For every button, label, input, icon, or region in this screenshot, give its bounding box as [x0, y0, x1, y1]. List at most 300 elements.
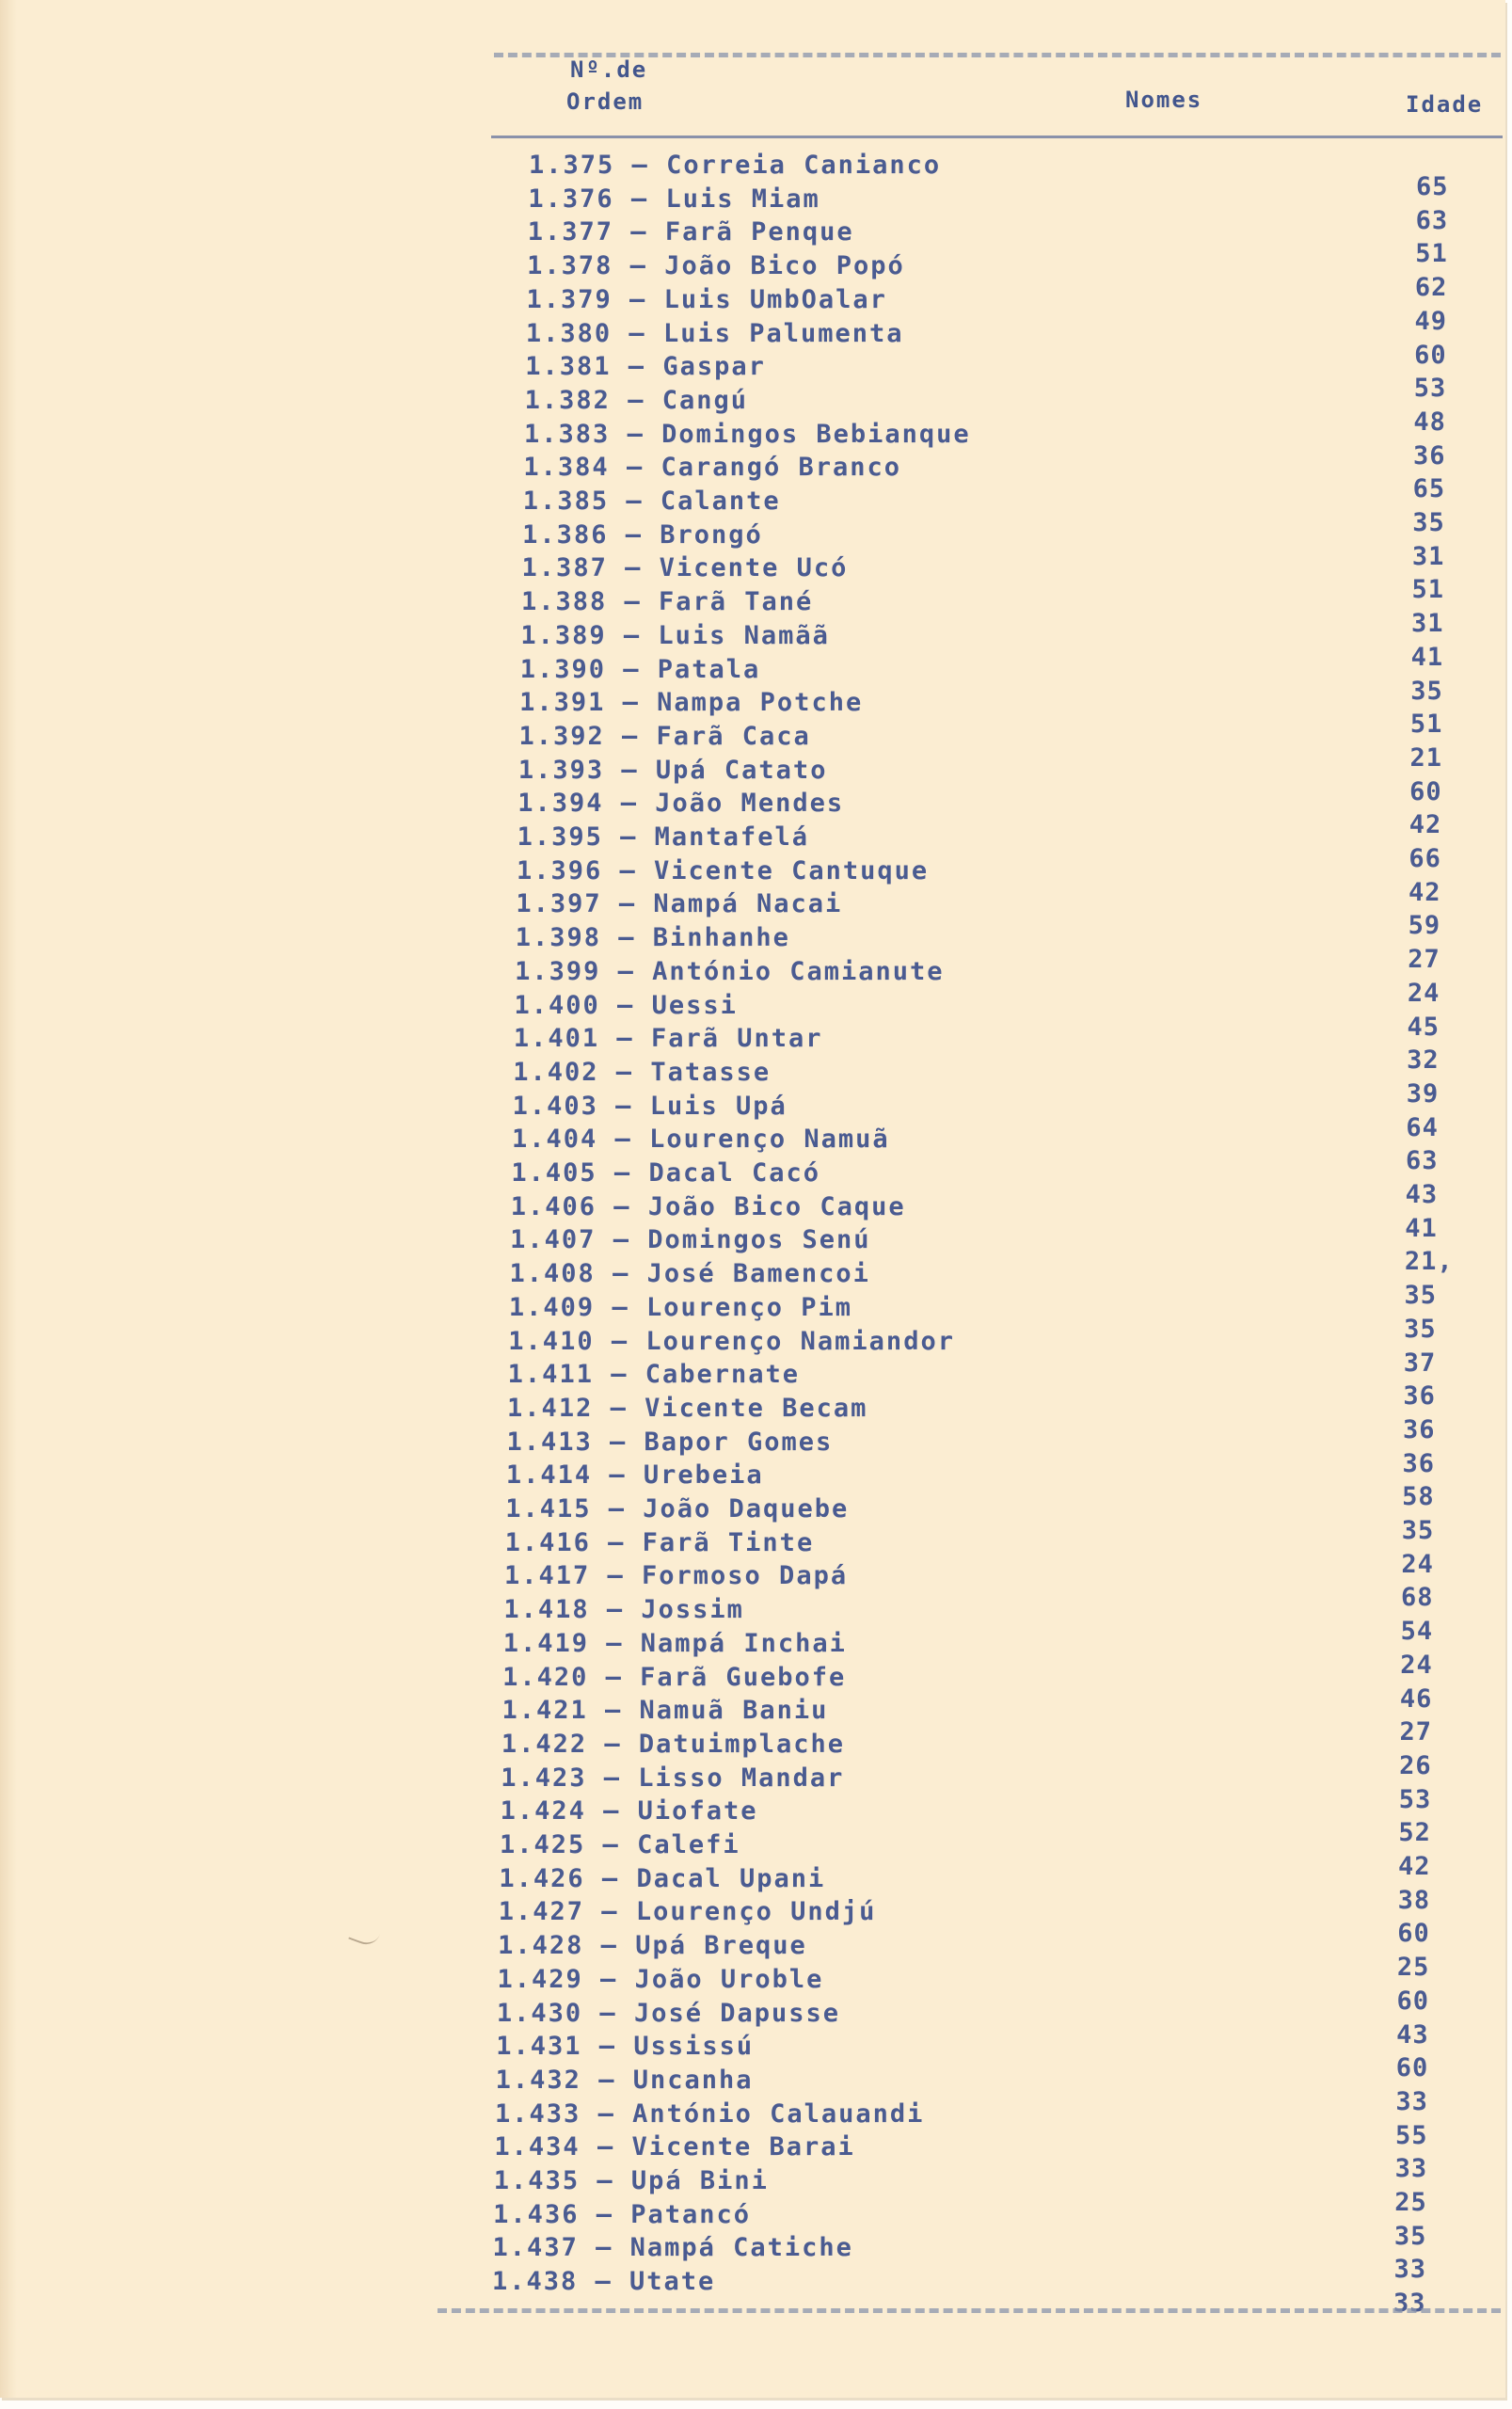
age-value: 33 [1394, 2154, 1428, 2184]
dash-separator: – [594, 1326, 646, 1356]
person-name: Ussissú [633, 2032, 755, 2062]
age-value: 35 [1410, 676, 1443, 706]
age-value: 27 [1399, 1717, 1433, 1747]
person-name: José Bamencoi [646, 1259, 870, 1289]
dash-separator: – [612, 318, 663, 348]
age-value: 21, [1404, 1247, 1454, 1277]
age-value: 33 [1395, 2086, 1428, 2116]
list-item [502, 1663, 846, 1695]
order-number: 1.376 [528, 183, 614, 214]
person-name: Namuã Baniu [639, 1696, 829, 1726]
age-value: 35 [1404, 1281, 1437, 1311]
order-number-label-1: Nº.de [570, 56, 648, 83]
person-name: José Dapusse [633, 1998, 841, 2028]
person-name: Uessi [651, 990, 738, 1020]
person-name: João Bico Popó [664, 251, 905, 281]
age-value: 41 [1405, 1213, 1438, 1243]
age-value: 38 [1397, 1885, 1431, 1915]
order-number: 1.430 [496, 1998, 583, 2028]
age-value: 54 [1400, 1617, 1434, 1647]
list-item [503, 1595, 744, 1627]
list-item [506, 1460, 764, 1492]
person-name: Carangó Branco [661, 453, 902, 483]
person-name: Patancó [630, 2199, 752, 2229]
dash-separator: – [581, 2032, 634, 2062]
order-number: 1.413 [506, 1427, 593, 1457]
order-number: 1.380 [525, 318, 613, 348]
order-number: 1.391 [519, 688, 606, 718]
dash-separator: – [610, 385, 662, 415]
list-item [494, 2166, 769, 2198]
age-value: 65 [1412, 474, 1446, 504]
dash-separator: – [581, 2065, 633, 2095]
person-name: Nampá Inchai [640, 1628, 847, 1658]
list-item [500, 1830, 740, 1862]
order-number: 1.404 [512, 1125, 598, 1155]
age-value: 48 [1413, 407, 1446, 437]
dash-separator: – [587, 1696, 640, 1726]
dash-separator: – [591, 1494, 644, 1524]
age-value: 35 [1404, 1314, 1437, 1344]
order-number: 1.402 [513, 1057, 599, 1087]
dash-separator: – [590, 1527, 643, 1557]
list-item [501, 1696, 828, 1728]
age-value: 60 [1395, 2053, 1429, 2083]
person-name: Farã Tinte [642, 1527, 815, 1557]
age-value: 42 [1409, 810, 1442, 840]
list-item [499, 1897, 877, 1929]
dash-separator: – [601, 889, 654, 919]
list-item [510, 1225, 870, 1257]
age-value: 60 [1409, 776, 1442, 806]
names-column-label: Nomes [1125, 87, 1203, 113]
age-value: 37 [1403, 1348, 1437, 1378]
order-number: 1.383 [524, 419, 611, 449]
person-name: Lourenço Namiandor [645, 1326, 955, 1356]
order-number: 1.406 [510, 1191, 597, 1221]
person-name: Farã Caca [656, 721, 811, 751]
list-item [515, 991, 738, 1023]
age-value: 25 [1396, 1953, 1430, 1983]
age-value: 66 [1409, 844, 1441, 873]
dash-separator: – [605, 654, 658, 684]
person-name: Luis Miam [665, 183, 820, 214]
list-item [513, 1092, 788, 1124]
person-name: António Camianute [652, 956, 945, 986]
age-value: 63 [1415, 205, 1449, 235]
dash-separator: – [611, 352, 663, 382]
person-name: Nampa Potche [657, 688, 864, 718]
order-number: 1.394 [517, 789, 604, 819]
age-value: 51 [1415, 239, 1448, 269]
age-value: 46 [1399, 1683, 1433, 1714]
dash-separator: – [597, 1191, 648, 1221]
age-value: 31 [1411, 609, 1444, 639]
age-value: 45 [1407, 1012, 1440, 1042]
list-item [493, 2200, 751, 2232]
person-name: Calefi [637, 1830, 740, 1859]
dash-separator: – [596, 1225, 648, 1255]
dash-separator: – [595, 1259, 647, 1289]
dash-separator: – [598, 1057, 651, 1087]
order-number: 1.419 [502, 1628, 589, 1658]
list-item [514, 1024, 823, 1056]
dash-separator: – [587, 1729, 639, 1759]
age-value: 53 [1413, 374, 1447, 404]
age-value: 36 [1403, 1381, 1436, 1412]
age-value: 49 [1414, 306, 1447, 336]
person-name: Farã Untar [650, 1024, 823, 1054]
order-number: 1.375 [529, 151, 615, 180]
order-number: 1.411 [507, 1360, 594, 1390]
age-value: 33 [1393, 2255, 1426, 2285]
dash-separator: – [601, 923, 653, 953]
person-name: Utate [629, 2267, 716, 2297]
order-number: 1.396 [516, 855, 603, 885]
dash-separator: – [580, 2132, 632, 2162]
order-number: 1.426 [499, 1863, 585, 1893]
person-name: Formoso Dapá [642, 1561, 849, 1591]
dash-separator: – [597, 1125, 650, 1155]
age-value: 64 [1406, 1112, 1439, 1142]
person-name: Farã Tané [659, 587, 814, 617]
dash-separator: – [597, 1158, 649, 1188]
dash-separator: – [592, 1427, 645, 1457]
dash-separator: – [609, 487, 661, 516]
dash-separator: – [602, 855, 655, 885]
age-value: 24 [1401, 1549, 1434, 1579]
dash-separator: – [612, 284, 664, 314]
age-value: 25 [1394, 2188, 1427, 2217]
order-number: 1.421 [501, 1696, 588, 1726]
list-item [516, 889, 842, 921]
age-value: 36 [1402, 1448, 1436, 1478]
dash-separator: – [578, 2233, 630, 2263]
order-number: 1.401 [513, 1024, 600, 1054]
age-value: 31 [1411, 541, 1445, 571]
person-name: Brongó [660, 519, 763, 550]
order-number: 1.424 [500, 1796, 586, 1827]
list-item [493, 2233, 853, 2265]
order-number: 1.392 [518, 721, 605, 751]
age-value: 43 [1396, 2019, 1429, 2050]
order-number: 1.414 [505, 1460, 593, 1491]
list-item [528, 217, 854, 249]
order-number: 1.435 [493, 2166, 581, 2195]
list-item [497, 1999, 840, 2031]
list-item [523, 453, 901, 485]
person-name: Nampá Catiche [629, 2233, 853, 2263]
person-name: Lourenço Pim [645, 1292, 853, 1322]
age-value: 42 [1398, 1852, 1431, 1881]
age-value: 51 [1411, 575, 1444, 605]
pencil-mark [348, 1924, 380, 1948]
person-name: Urebeia [643, 1460, 764, 1491]
person-name: João Daquebe [643, 1494, 850, 1524]
person-name: Bapor Gomes [644, 1427, 834, 1457]
list-item [505, 1494, 849, 1526]
age-value: 36 [1412, 440, 1446, 471]
person-name: Upá Breque [635, 1931, 807, 1961]
header-rule [491, 136, 1503, 138]
dash-separator: – [593, 1393, 645, 1423]
age-value: 53 [1398, 1784, 1432, 1814]
age-value: 35 [1401, 1516, 1435, 1545]
dash-separator: – [603, 789, 656, 819]
order-number: 1.400 [514, 990, 600, 1020]
person-name: Tatasse [650, 1057, 772, 1087]
age-value: 36 [1402, 1414, 1436, 1444]
dash-separator: – [590, 1561, 643, 1591]
dash-separator: – [582, 1998, 634, 2028]
person-name: João Bico Caque [647, 1191, 906, 1221]
order-number: 1.429 [497, 1964, 583, 1994]
age-value: 58 [1402, 1482, 1435, 1512]
list-item [529, 151, 941, 183]
dash-separator: – [578, 2267, 629, 2297]
list-item [527, 251, 905, 283]
dash-separator: – [609, 453, 661, 483]
age-value: 52 [1398, 1818, 1431, 1848]
list-item [525, 386, 748, 418]
dash-separator: – [585, 1830, 638, 1859]
person-name: Cabernate [645, 1360, 801, 1390]
person-name: João Uroble [634, 1964, 824, 1994]
list-item [522, 553, 849, 585]
list-item [512, 1125, 890, 1157]
dash-separator: – [599, 1024, 651, 1054]
dash-separator: – [584, 1863, 637, 1893]
order-number: 1.397 [516, 889, 602, 919]
list-item [527, 285, 887, 317]
list-item [516, 923, 790, 955]
person-name: Vicente Becam [645, 1393, 868, 1423]
dash-separator: – [579, 2199, 631, 2229]
dash-separator: – [613, 217, 665, 247]
age-value: 60 [1414, 340, 1447, 370]
order-number: 1.377 [527, 217, 614, 247]
order-number: 1.405 [511, 1158, 597, 1188]
person-name: Binhanhe [652, 923, 790, 953]
order-number: 1.412 [507, 1393, 594, 1423]
order-number: 1.409 [508, 1292, 596, 1322]
order-number: 1.416 [504, 1527, 591, 1557]
age-value: 68 [1401, 1583, 1434, 1613]
age-value: 24 [1400, 1650, 1433, 1680]
age-value: 39 [1406, 1078, 1440, 1109]
age-value: 24 [1407, 978, 1440, 1008]
order-number: 1.389 [520, 620, 607, 650]
list-item [513, 1058, 771, 1090]
person-name: Lourenço Undjú [635, 1897, 877, 1927]
age-value: 43 [1405, 1180, 1439, 1209]
order-number: 1.393 [517, 755, 605, 785]
list-item [508, 1360, 800, 1392]
person-name: Dacal Upani [636, 1863, 826, 1893]
list-item [510, 1259, 870, 1291]
person-name: Calante [660, 487, 781, 516]
dash-separator: – [599, 990, 652, 1020]
order-number-label-2: Ordem [566, 88, 645, 115]
list-item [504, 1561, 848, 1593]
order-number: 1.438 [491, 2267, 579, 2297]
age-value: 27 [1408, 945, 1440, 975]
order-number: 1.408 [509, 1259, 596, 1289]
list-item [518, 722, 810, 754]
order-number: 1.395 [517, 822, 603, 852]
list-item [515, 957, 944, 989]
list-item [507, 1394, 867, 1426]
dash-separator: – [605, 688, 658, 718]
list-item [495, 2099, 924, 2131]
person-name: Upá Bini [630, 2166, 769, 2195]
dash-separator: – [588, 1662, 641, 1692]
list-item [503, 1629, 847, 1661]
order-number: 1.437 [492, 2233, 579, 2263]
person-name: Dacal Cacó [648, 1158, 821, 1188]
order-number: 1.420 [502, 1662, 589, 1692]
person-name: Cangú [661, 385, 748, 415]
person-name: Luis UmbOalar [663, 284, 887, 314]
order-number: 1.387 [521, 553, 608, 583]
list-item [524, 420, 971, 452]
list-item [526, 319, 904, 351]
list-item [506, 1428, 833, 1460]
list-item [525, 352, 766, 384]
list-item [499, 1864, 825, 1896]
list-item [498, 1931, 807, 1963]
dash-separator: – [613, 251, 665, 281]
list-item [511, 1158, 820, 1190]
order-number: 1.398 [515, 923, 602, 953]
person-name: Uncanha [632, 2065, 754, 2095]
person-name: Nampá Nacai [653, 889, 843, 919]
order-number: 1.425 [500, 1830, 586, 1859]
list-item [496, 2032, 754, 2064]
dash-separator: – [602, 822, 655, 852]
list-item [508, 1327, 955, 1359]
dash-separator: – [592, 1460, 644, 1491]
dash-separator: – [613, 183, 666, 214]
age-value: 21 [1409, 742, 1443, 773]
dash-separator: – [607, 553, 660, 583]
order-number: 1.423 [501, 1763, 587, 1793]
person-name: Vicente Ucó [659, 553, 849, 583]
age-value: 60 [1397, 1919, 1430, 1949]
person-name: Mantafelá [654, 822, 809, 852]
person-name: Domingos Senú [647, 1225, 871, 1255]
order-number: 1.433 [495, 2098, 581, 2129]
dash-separator: – [581, 2098, 633, 2129]
dash-separator: – [583, 1931, 636, 1961]
person-name: Patala [657, 654, 761, 684]
age-column-label: Idade [1406, 91, 1484, 118]
dash-separator: – [610, 419, 662, 449]
age-value: 42 [1409, 877, 1441, 907]
age-value: 35 [1412, 508, 1445, 537]
person-name: Jossim [641, 1595, 744, 1625]
age-value: 65 [1416, 172, 1449, 201]
person-name: Luis Upá [649, 1091, 788, 1121]
order-number: 1.386 [522, 519, 609, 550]
list-item [517, 856, 929, 888]
list-item [509, 1293, 852, 1325]
list-item [519, 688, 863, 720]
dash-separator: – [604, 721, 657, 751]
order-number: 1.390 [519, 654, 606, 684]
person-name: Gaspar [662, 352, 766, 382]
order-number: 1.403 [512, 1091, 598, 1121]
dash-separator: – [606, 620, 659, 650]
order-number: 1.384 [523, 453, 610, 483]
list-item [522, 520, 763, 552]
age-value: 35 [1393, 2221, 1427, 2251]
order-number: 1.422 [501, 1729, 588, 1759]
person-name: Datuimplache [638, 1729, 845, 1759]
dash-separator: – [589, 1628, 641, 1658]
order-number: 1.410 [508, 1326, 595, 1356]
person-name: Vicente Barai [631, 2132, 855, 2162]
list-item [501, 1730, 845, 1762]
age-value: 55 [1394, 2120, 1428, 2150]
dash-separator: – [582, 1964, 635, 1994]
dash-separator: – [597, 1091, 650, 1121]
order-number: 1.379 [526, 284, 613, 314]
order-number: 1.431 [496, 2032, 582, 2062]
list-item [520, 655, 761, 687]
order-number: 1.381 [525, 352, 612, 382]
person-name: Lisso Mandar [638, 1763, 845, 1793]
order-number: 1.407 [510, 1225, 597, 1255]
person-name: Luis Palumenta [662, 318, 904, 348]
age-value: 51 [1409, 710, 1443, 740]
list-item [501, 1763, 844, 1795]
age-value: 63 [1405, 1146, 1439, 1176]
dash-separator: – [589, 1595, 642, 1625]
dash-separator: – [604, 755, 656, 785]
person-name: Upá Catato [655, 755, 828, 785]
order-number: 1.427 [498, 1897, 585, 1927]
list-item [521, 587, 813, 619]
age-value: 62 [1414, 273, 1448, 303]
person-name: Farã Guebofe [640, 1662, 847, 1692]
order-number: 1.432 [495, 2065, 581, 2095]
dash-separator: – [593, 1360, 645, 1390]
age-value: 32 [1407, 1045, 1440, 1076]
age-value: 26 [1399, 1750, 1432, 1780]
order-number: 1.415 [505, 1494, 592, 1524]
dash-separator: – [586, 1763, 639, 1793]
list-item [494, 2132, 854, 2164]
person-name: Domingos Bebianque [661, 419, 971, 449]
person-name: João Mendes [655, 789, 845, 819]
list-item [496, 2066, 754, 2098]
age-value: 60 [1396, 1986, 1429, 2016]
list-item [517, 789, 844, 821]
person-name: Correia Canianco [666, 151, 942, 180]
dash-separator: – [600, 956, 653, 986]
person-name: Lourenço Namuã [649, 1125, 890, 1155]
age-value: 33 [1393, 2289, 1426, 2319]
dash-separator: – [580, 2166, 631, 2195]
order-number: 1.436 [493, 2199, 580, 2229]
list-item [528, 184, 820, 216]
order-number: 1.388 [520, 587, 608, 617]
order-number: 1.378 [527, 251, 613, 281]
order-number: 1.428 [498, 1931, 584, 1961]
dash-separator: – [585, 1796, 638, 1827]
list-item [511, 1192, 906, 1224]
